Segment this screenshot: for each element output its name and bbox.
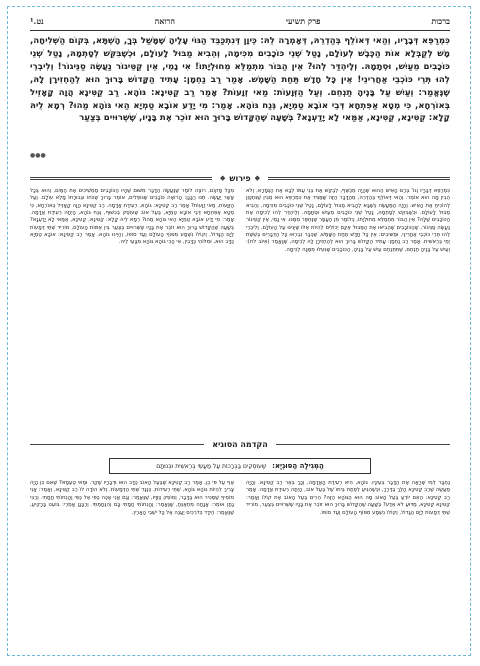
commentary-columns [30,188,450,426]
commentary-heading [212,174,268,183]
intro-box-text: שֶׁעוֹסְקִים בַּבְּרָכוֹת עַל מַעֲשֵׂי בְּרֵאשִׁית וּבְּנוּתָם [156,462,267,470]
gemara-text: כִּמְרַפֵּא דְּבָרָיו, וְהַאי דְּאוֹלֵף בְּהַדְרֵהּ, דְּאָמְרָה לֵהּ: כֵּיוָן דְּנִתְכַּבֵּד הַגּוֹי עָלֶיהָ שֶׁמָּשַׁל בְּךָ, הָשְׁתָּא, בְּקוֹם הַשְּׁלִיחָה, מָשׁ לְקַבְּלָא אוֹת הַכֶּבֶשׁ לְעוֹלָם, נָטַל שְׁנֵי כּוֹכָבִים מִכִּימָה, וְהֵבִיא מַבּוּל לָעוֹלָם, וּכְשֶׁבִּקֵּשׁ לְסָתְמָהּ, נָטַל שְׁנֵי כּוֹכָבִים מֵעַיִשׁ, וּסְתָמָהּ. וְלֶיהְדַּר לְהוּ? אֵין הַבּוֹר מִתְמַלֵּא מֵחוּלְיָתוֹ! אִי נָמֵי, אֵין קַטֵּיגוֹר נַעֲשֶׂה סַנֵּיגוֹר! וְלִיבְרֵי לְהוּ תְּרֵי כּוֹכְבֵי אַחֲרִינֵי! אֵין כָּל חָדָשׁ תַּחַת הַשָּׁמֶשׁ. אָמַר רַב נַחְמָן: עָתִיד הַקָּדוֹשׁ בָּרוּךְ הוּא לְהַחְזִירָן לָהּ, שֶׁנֶּאֱמַר: וְעַיִשׁ עַל בָּנֶיהָ תַנְחֵם. וְעַל הַזְּוָעוֹת: מַאי זְוָעוֹת? אָמַר רַב קַטִּינָא: גּוֹהָא. רַב קַטִּינָא הֲוָה קָאָזֵיל בְּאוֹרְחָא, כִּי מְטָא אַפִּתְחָא דְּבֵי אוֹבָא טַמְיָא, גְּנַח גּוֹהָא. אָמַר: מִי יָדַע אוֹבָא טַמְיָא הַאי גּוֹהָא מַהוּ? רְמָא לֵיהּ קָלָא: קַטִּינָא, קַטִּינָא, אַמַּאי לָא יָדַעְנָא? בְּשָׁעָה שֶׁהַקָּדוֹשׁ בָּרוּךְ הוּא זוֹכֵר אֶת בָּנָיו, שֶׁשְּׁרוּיִים בְּצַעַר [30,36,450,124]
commentary-paragraph: מִכָּל מָקוֹם, רוֹצֶה לוֹמַר שֶׁנַּעֲשָׂה הַדָּבָר מִשּׁוּם שֶׁהָיוּ הַכּוֹכָבִים מַמְשִׁיכִים אֶת הַמַּיִם, וְהוּא בְּכָל אֲשֶׁר יַעֲשֶׂה. תְּנוּ רַבָּנָן: הָרוֹאֶה כּוֹכָבִים שֶׁנּוֹפְלִים, אוֹמֵר בָּרוּךְ שֶׁכֹּחוֹ וּגְבוּרָתוֹ מָלֵא עוֹלָם. וְעַל הַזְּוָעוֹת, מַאי זְוָעוֹת? אָמַר רַב קַטִּינָא: גּוֹהָא, רְעִידַת אֲדָמָה. רַב קַטִּינָא הֲוָה קָאָזֵיל בְּאוֹרְחָא, כִּי מְטָא אַפִּתְחָא דְּבֵי אוֹבָא טַמְיָא, בַּעַל אוֹב שֶׁעוֹסֵק בְּכִשּׁוּף, גְּנַח גּוֹהָא, הָיְתָה רְעִידַת אֲדָמָה. אָמַר: מִי יָדַע אוֹבָא טַמְיָא הַאי גּוֹהָא מַהוּ? רְמָא לֵיהּ קָלָא: קַטִּינָא, קַטִּינָא, אַמַּאי לָא יָדַעְנָא? בְּשָׁעָה שֶׁהַקָּדוֹשׁ בָּרוּךְ הוּא זוֹכֵר אֶת בָּנָיו שֶׁשְּׁרוּיִים בְּצַעַר בֵּין אֻמּוֹת הָעוֹלָם, מוֹרִיד שְׁתֵּי דְּמָעוֹת לַיָּם הַגָּדוֹל, וְקוֹלוֹ נִשְׁמָע מִסּוֹף הָעוֹלָם וְעַד סוֹפוֹ, וְהַיְינוּ גּוֹהָא. אָמַר רַב קַטִּינָא: אוֹבָא טַמְיָא כַּדָּב הוּא, וּמִלּוֹהִי כַּדָּבִין, אִי הָכִי גּוֹהָא גּוֹהָא מִבָּעֵי לֵיהּ. [30,188,234,246]
tractate-name: ברכות [431,16,450,26]
commentary-title: פירוש [229,173,251,183]
intro-paragraph: נֶחְבָּר לְמִי שֶׁרָאָה אֶת הַדָּבָר בְּעֵינָיו. גּוֹהָא, הִיא רְעִידַת הָאֲדָמָה, וְכָךְ בֵּאֵר רַב קַטִּינָא. וְהָיָה מַעֲשֶׂה שֶׁרַב קַטִּינָא הָלַךְ בַּדֶּרֶךְ, וּכְשֶׁהִגִּיעַ לְפֶתַח בֵּיתוֹ שֶׁל בַּעַל אוֹב, הָיְתָה רְעִידַת אֲדָמָה. אָמַר רַב קַטִּינָא: הַאִם יוֹדֵעַ בַּעַל הָאוֹב מָה הוּא הַגּוֹהָא הַזֶּה? הֵרִים בַּעַל הָאוֹב אֶת קוֹלוֹ וְאָמַר: קַטִּינָא קַטִּינָא, מַדּוּעַ לֹא אֵדַע? בְּשָׁעָה שֶׁהַקָּדוֹשׁ בָּרוּךְ הוּא זוֹכֵר אֶת בָּנָיו שֶׁשְּׁרוּיִים בְּצַעַר, מוֹרִיד שְׁתֵּי דְּמָעוֹת לַיָּם הַגָּדוֹל, וְקוֹלוֹ נִשְׁמָע מִסּוֹף הָעוֹלָם וְעַד סוֹפוֹ. [246,480,450,516]
ornament-icon: ◆ [254,174,261,182]
intro-summary-box [109,458,371,474]
intro-divider [30,438,450,450]
divider-line [268,177,450,180]
intro-heading [204,440,276,449]
commentary-paragraph: כִּמְרַפֵּא דְּבָרָיו וְגוֹ' בְּרַם הָאִישׁ הַהוּא שֶׁהָיָה מְכַשֵּׁף, לְבַקֵּשׁ אֶת בְּנֵי עַמּוֹ לְבָא אֶת הַגְּמָרָא, וְלֹא הֵבִין מָה הוּא אוֹמֵר. וְהַאי דְּאוֹלֵף בְּהַדְרֵהּ, מֵהַדָּבָר הַזֶּה שֶׁמַּגִּיד אֶת כִּמְרַפֵּא הוּא מֵבִין שֶׁנִּתְכַּוֵּן לְהוֹכִיחַ אֶת הָאִישׁ. וְהָיָה הַמַּעֲשֶׂה כְּשֶׁבָּא לְהָבִיא מַבּוּל לָעוֹלָם, נָטַל שְׁנֵי כּוֹכָבִים מִכִּימָה, וְהֵבִיא מַבּוּל לָעוֹלָם. וּכְשֶׁבִּקֵּשׁ לְסָתְמָהּ, נָטַל שְׁנֵי כּוֹכָבִים מֵעַיִשׁ וּסְתָמָהּ. וְלֶיהְדַּר לְהוּ לְכִימָה אֶת הַכּוֹכָבִים שֶׁלָּהּ? אֵין הַבּוֹר מִתְמַלֵּא מֵחוּלְיָתוֹ, כְּלוֹמַר מִן הֶעָפָר שֶׁנֶּחְפַּר מִמֶּנּוּ. אִי נָמֵי, אֵין קַטֵּיגוֹר נַעֲשֶׂה סַנֵּיגוֹר, שֶׁהַכּוֹכָבִים שֶׁהֵבִיאוּ אֶת הַמַּבּוּל אֵינָם יְכוֹלִים לְהִיוֹת אֵלּוּ שֶׁיְּגִינּוּ עַל הָעוֹלָם. וְלִיבְרֵי לְהוּ תְּרֵי כּוֹכְבֵי אַחֲרִינֵי, וּמַשִּׁיבִים: אֵין כָּל חָדָשׁ תַּחַת הַשָּׁמֶשׁ, שֶׁכְּבָר נִבְרְאוּ כָּל הַדְּבָרִים בְּשֵׁשֶׁת יְמֵי בְּרֵאשִׁית. אָמַר רַב נַחְמָן: עָתִיד הַקָּדוֹשׁ בָּרוּךְ הוּא לְהַחְזִירָן לָהּ לְכִימָה, שֶׁנֶּאֱמַר (אִיּוֹב לח): וְעַיִשׁ עַל בָּנֶיהָ תַנְחֵם, שֶׁתִּתְנַחֵם עַיִשׁ עַל בָּנֶיהָ, הַכּוֹכָבִים שֶׁנִּטְּלוּ מִמֶּנָּה לְכִימָה. [246,188,450,253]
intro-right-column [246,480,450,620]
intro-title: הקדמה הסוגיא [212,439,268,449]
intro-paragraph: אַף עַל פִּי כֵן, אָמַר רַב קַטִּינָא שֶׁבַּעַל הָאוֹב כַּדָּב הוּא וּדְבָרָיו שֶׁקֶר. וּמַאי טַעְמָא? שֶׁאִם כֵּן הָיָה צָרִיךְ לִהְיוֹת גּוֹהָא גּוֹהָא, שְׁתֵּי רְעִידוֹת, כְּנֶגֶד שְׁתֵּי הַדְּמָעוֹת. וְלֹא הוֹדָה לוֹ רַב קַטִּינָא, וְאָמַר: אֲנִי מוֹסִיף שֶׁמַּכִּיר הוּא בַּדָּבָר, וְסוֹפֵק כַּפָּיו, שֶׁנֶּאֱמַר: וְגַם אֲנִי אַכֶּה כַּפִּי אֶל כַּפִּי וַהֲנִחוֹתִי חֲמָתִי. וְרַבִּי נָתָן אוֹמֵר: אֲנָחָה מִתְאַנֵּחַ, שֶׁנֶּאֱמַר: וַהֲנִחוֹתִי חֲמָתִי בָּם וְהִנֶּחָמְתִּי. וְרַבָּנָן אָמְרֵי: בּוֹעֵט בָּרָקִיעַ, שֶׁנֶּאֱמַר: הֵידָד כְּדֹרְכִים יַעֲנֶה אֶל כָּל יֹשְׁבֵי הָאָרֶץ. [30,480,234,516]
chapter-name: פרק תשיעי [285,16,321,26]
divider-line [30,177,212,180]
gemara-end-marker: ●●● [30,152,46,159]
intro-columns [30,480,450,620]
ornament-icon: ◆ [219,174,226,182]
commentary-right-column [246,188,450,426]
header-divider [30,30,450,31]
document-page [30,14,450,620]
intro-box-title: הַמְּגִילָה הַסּוּגְיָא: [272,462,324,470]
divider-line [276,444,450,445]
commentary-left-column [30,188,234,426]
commentary-divider [30,172,450,184]
page-header [30,14,450,28]
divider-line [30,444,204,445]
page-number: נט.¹ [30,16,44,26]
intro-left-column [30,480,234,620]
mishna-name: הרואה [154,16,175,26]
